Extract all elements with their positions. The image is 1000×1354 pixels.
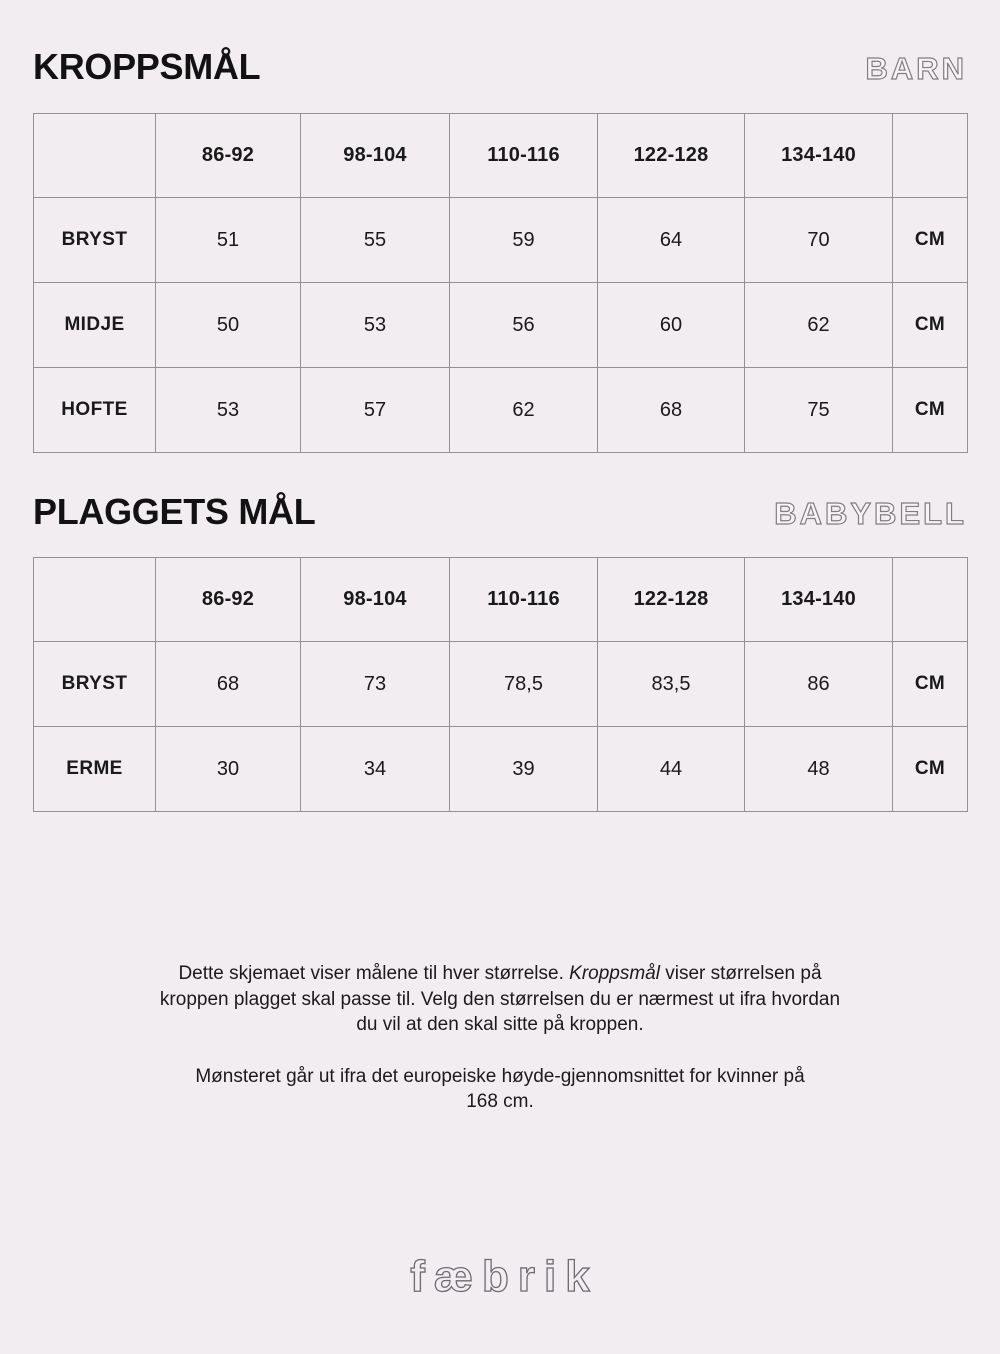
notes-text: viser størrelsen på kroppen plagget skal passe til. Velg den størrelsen du er nærmest ut ifra hvordan du vil at den skal sitte på kroppen. (159, 963, 841, 1035)
size-header-cell: 122-128 (598, 114, 745, 198)
row-label-cell: ERME (34, 727, 156, 812)
measurement-cell: 30 (156, 727, 301, 812)
corner-cell (893, 558, 968, 642)
size-header-cell: 110-116 (450, 114, 598, 198)
size-header-cell: 86-92 (156, 114, 301, 198)
table-row (34, 368, 968, 453)
notes-paragraph-1 (155, 961, 845, 1038)
measurement-cell: 73 (301, 642, 450, 727)
table-row (34, 558, 968, 642)
size-header-cell: 122-128 (598, 558, 745, 642)
measurement-cell: 86 (745, 642, 893, 727)
table-row (34, 283, 968, 368)
measurement-cell: 75 (745, 368, 893, 453)
corner-cell (34, 558, 156, 642)
measurement-cell: 48 (745, 727, 893, 812)
measurement-cell: 53 (301, 283, 450, 368)
notes-paragraph-2: Mønsteret går ut ifra det europeiske høyde-gjennomsnittet for kvinner på 168 cm. (195, 1065, 805, 1112)
notes-text: Dette skjemaet viser målene til hver størrelse. (178, 963, 564, 984)
brand-logo: fæbrik (410, 1252, 599, 1301)
table-row (34, 198, 968, 283)
measurement-cell: 57 (301, 368, 450, 453)
size-header-cell: 134-140 (745, 114, 893, 198)
measurement-cell: 53 (156, 368, 301, 453)
garment-measurements-table (33, 557, 968, 812)
notes-italic-term: Kroppsmål (569, 963, 660, 984)
measurement-cell: 78,5 (450, 642, 598, 727)
measurement-cell: 62 (450, 368, 598, 453)
measurement-cell: 59 (450, 198, 598, 283)
measurement-cell: 55 (301, 198, 450, 283)
measurement-cell: 51 (156, 198, 301, 283)
section2-header (33, 491, 967, 533)
unit-cell: CM (893, 283, 968, 368)
section2-title: PLAGGETS MÅL (33, 491, 316, 532)
size-header-cell: 110-116 (450, 558, 598, 642)
measurement-cell: 62 (745, 283, 893, 368)
measurement-cell: 64 (598, 198, 745, 283)
body-measurements-table (33, 113, 968, 453)
notes-section (0, 961, 1000, 1115)
table-row (34, 642, 968, 727)
measurement-cell: 44 (598, 727, 745, 812)
measurement-cell: 56 (450, 283, 598, 368)
row-label-cell: MIDJE (34, 283, 156, 368)
table-row (34, 727, 968, 812)
section1-tag: BARN (865, 51, 967, 86)
measurement-cell: 60 (598, 283, 745, 368)
unit-cell: CM (893, 727, 968, 812)
corner-cell (893, 114, 968, 198)
measurement-cell: 68 (156, 642, 301, 727)
table-row (34, 114, 968, 198)
measurement-cell: 39 (450, 727, 598, 812)
measurement-cell: 50 (156, 283, 301, 368)
row-label-cell: BRYST (34, 198, 156, 283)
row-label-cell: BRYST (34, 642, 156, 727)
section2-tag: BABYBELL (774, 496, 967, 531)
measurement-cell: 68 (598, 368, 745, 453)
unit-cell: CM (893, 198, 968, 283)
size-header-cell: 98-104 (301, 558, 450, 642)
section1-header (33, 46, 967, 88)
measurement-cell: 70 (745, 198, 893, 283)
size-header-cell: 134-140 (745, 558, 893, 642)
unit-cell: CM (893, 642, 968, 727)
size-header-cell: 86-92 (156, 558, 301, 642)
corner-cell (34, 114, 156, 198)
size-header-cell: 98-104 (301, 114, 450, 198)
measurement-cell: 83,5 (598, 642, 745, 727)
section1-title: KROPPSMÅL (33, 46, 261, 87)
measurement-cell: 34 (301, 727, 450, 812)
row-label-cell: HOFTE (34, 368, 156, 453)
unit-cell: CM (893, 368, 968, 453)
